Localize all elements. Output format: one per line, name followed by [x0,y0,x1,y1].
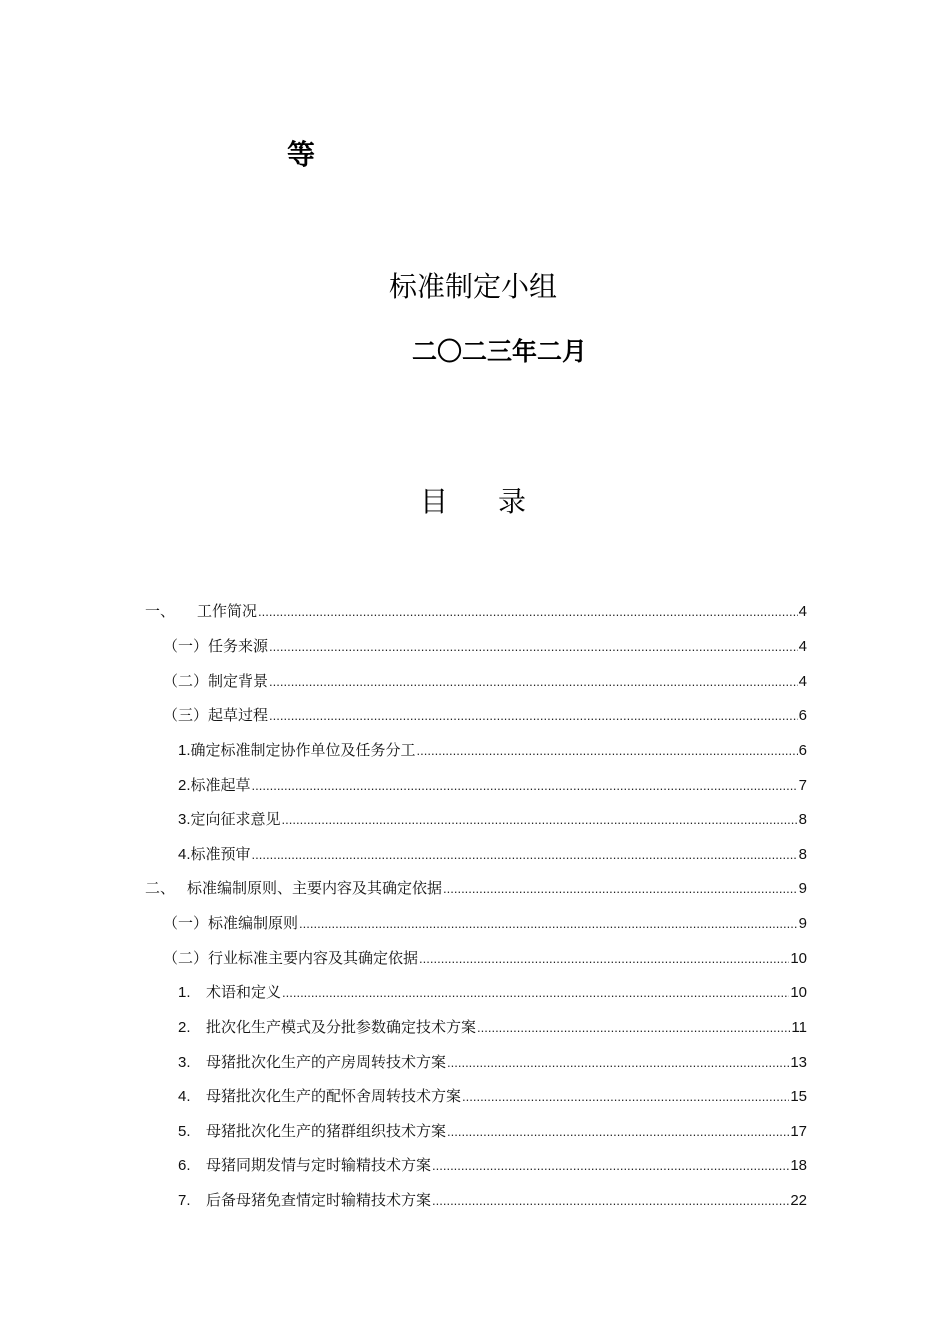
toc-entry-text: 标准起草 [190,776,251,794]
toc-entry-text: 制定背景 [208,672,269,690]
toc-entry-page: 10 [790,984,807,1001]
toc-entry-page: 6 [798,707,807,724]
toc-entry-page: 17 [790,1123,807,1140]
toc-entry[interactable] [178,1016,807,1038]
toc-entry-text: 母猪批次化生产的配怀舍周转技术方案 [206,1087,462,1105]
toc-dot-leader [447,1055,789,1070]
toc-dot-leader [417,743,798,758]
toc-dot-leader [419,951,789,966]
toc-entry-text: 行业标准主要内容及其确定依据 [208,949,419,967]
toc-dot-leader [447,1124,789,1139]
toc-dot-leader [282,812,798,827]
toc-entry-number: （一） [163,914,209,932]
toc-dot-leader [269,639,798,654]
toc-entry[interactable] [178,981,807,1003]
toc-entry[interactable] [163,670,807,692]
toc-entry[interactable] [163,947,807,969]
toc-entry-text: 标准编制原则 [208,914,299,932]
toc-dot-leader [432,1193,789,1208]
toc-entry-number: 1. [178,984,191,1001]
toc-entry-number: 5. [178,1123,191,1140]
toc-entry-text: 标准编制原则、主要内容及其确定依据 [187,879,443,897]
cover-header-text: 等 [287,138,316,171]
toc-entry-page: 18 [790,1157,807,1174]
toc-entry[interactable] [178,808,807,830]
toc-entry-text: 批次化生产模式及分批参数确定技术方案 [206,1018,477,1036]
toc-entry[interactable] [178,1120,807,1142]
toc-entry[interactable] [178,1154,807,1176]
toc-dot-leader [443,881,798,896]
toc-entry-text: 任务来源 [208,637,269,655]
toc-entry-text: 术语和定义 [206,983,282,1001]
cover-date: 二〇二三年二月 [412,337,588,366]
toc-entry[interactable] [145,600,807,622]
toc-entry[interactable] [178,774,807,796]
toc-entry-number: 4. [178,1088,191,1105]
toc-entry-number: （二） [163,949,209,967]
toc-entry-number: 3. [178,1054,191,1071]
toc-title [420,480,526,520]
toc-dot-leader [299,916,798,931]
toc-entry-number: 一、 [145,602,176,620]
toc-entry-text: 母猪批次化生产的猪群组织技术方案 [206,1122,447,1140]
toc-entry-page: 8 [798,846,807,863]
toc-entry-page: 4 [798,638,807,655]
toc-entry-number: 3. [178,811,191,828]
toc-entry-text: 工作简况 [197,602,258,620]
toc-title-right: 录 [498,485,527,518]
toc-entry-number: 2. [178,777,191,794]
toc-entry[interactable] [163,635,807,657]
toc-entry-number: 2. [178,1019,191,1036]
toc-dot-leader [252,847,798,862]
toc-entry-text: 起草过程 [208,706,269,724]
toc-entry-number: 7. [178,1192,191,1209]
toc-entry-text: 确定标准制定协作单位及任务分工 [190,741,416,759]
toc-entry-number: （一） [163,637,209,655]
toc-entry[interactable] [145,877,807,899]
toc-entry[interactable] [163,912,807,934]
toc-entry-number: （二） [163,672,209,690]
toc-entry-page: 9 [798,915,807,932]
toc-dot-leader [462,1089,789,1104]
toc-dot-leader [269,674,798,689]
toc-entry-text: 母猪批次化生产的产房周转技术方案 [206,1053,447,1071]
toc-entry-text: 后备母猪免查情定时输精技术方案 [206,1191,432,1209]
toc-dot-leader [258,604,798,619]
toc-dot-leader [252,778,798,793]
toc-entry-page: 13 [790,1054,807,1071]
toc-entry-page: 4 [798,603,807,620]
toc-entry-number: 4. [178,846,191,863]
toc-entry[interactable] [178,1085,807,1107]
toc-entry[interactable] [178,1189,807,1211]
toc-entry-page: 9 [798,880,807,897]
toc-entry-text: 母猪同期发情与定时输精技术方案 [206,1156,432,1174]
toc-entry[interactable] [178,843,807,865]
toc-entry[interactable] [163,704,807,726]
toc-entry-page: 11 [791,1019,807,1036]
toc-entry-page: 22 [790,1192,807,1209]
toc-entry[interactable] [178,1051,807,1073]
toc-entry-page: 8 [798,811,807,828]
toc-entry-text: 标准预审 [190,845,251,863]
toc-dot-leader [282,985,789,1000]
toc-dot-leader [432,1158,789,1173]
toc-title-left: 目 [420,485,449,518]
toc-entry-number: 二、 [145,879,176,897]
toc-entry-page: 15 [790,1088,807,1105]
toc-dot-leader [477,1020,790,1035]
toc-entry-number: 1. [178,742,191,759]
cover-group-name: 标准制定小组 [389,270,558,303]
toc-entry[interactable] [178,739,807,761]
toc-entry-page: 10 [790,950,807,967]
toc-entry-page: 6 [798,742,807,759]
toc-entry-text: 定向征求意见 [190,810,281,828]
toc-dot-leader [269,708,798,723]
toc-entry-page: 7 [798,777,807,794]
toc-entry-page: 4 [798,673,807,690]
toc-entry-number: （三） [163,706,209,724]
toc-entry-number: 6. [178,1157,191,1174]
